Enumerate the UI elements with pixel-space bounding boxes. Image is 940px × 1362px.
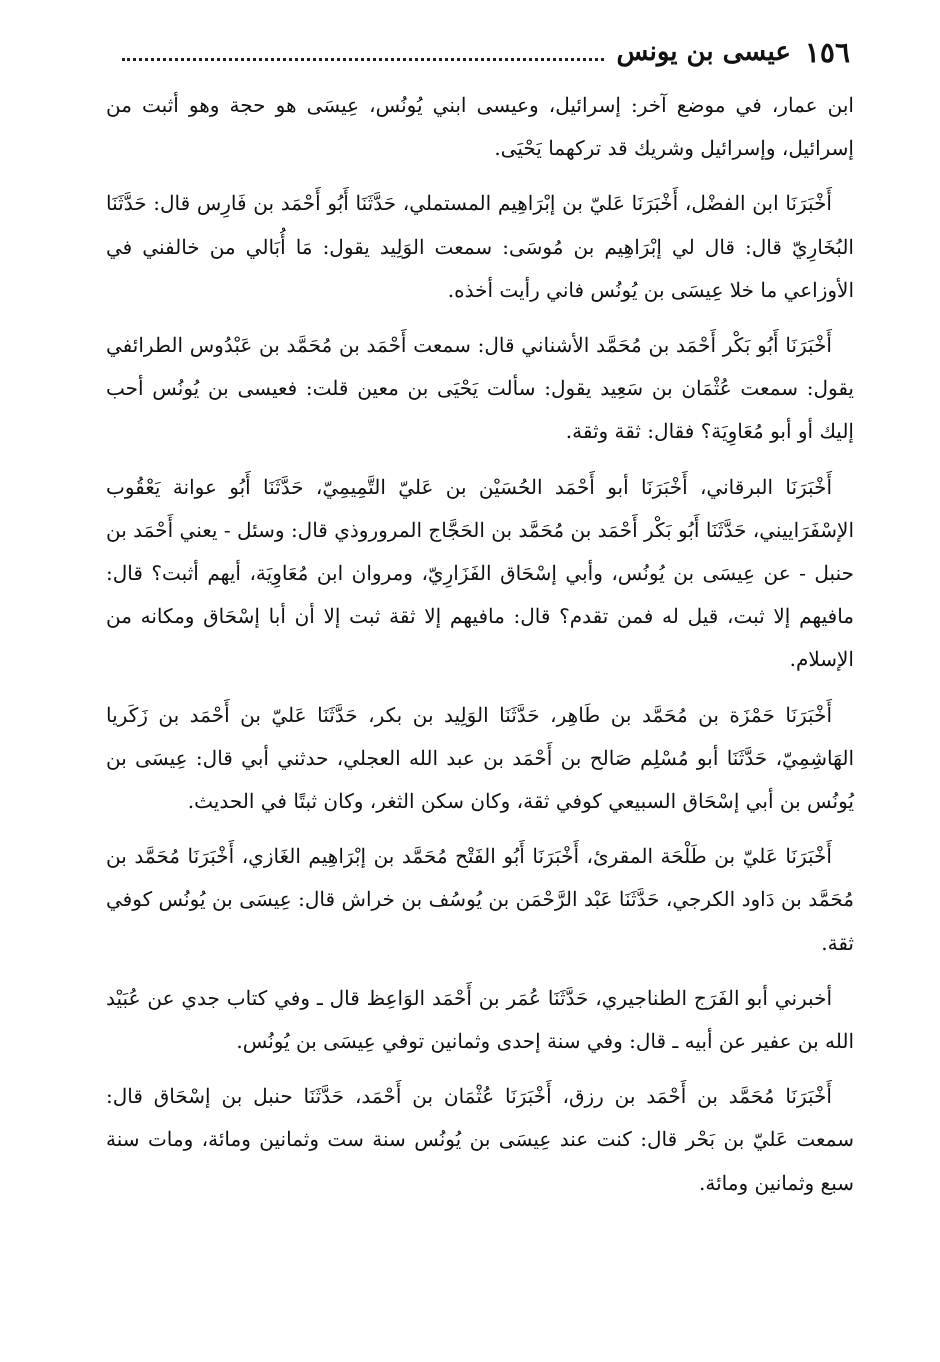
text-body xyxy=(106,84,854,1217)
paragraph: أَخْبَرَنَا أَبُو بَكْر أَحْمَد بن مُحَمَّد الأشناني قال: سمعت أَحْمَد بن مُحَمَّد بن عَبْدُوس الطرائفي يقول: سمعت عُثْمَان بن سَعِيد يقول: سألت يَحْيَى بن معين قلت: فعيسى بن يُونُس أحب إليك أو أبو مُعَاوِيَة؟ فقال: ثقة وثقة. xyxy=(106,333,854,444)
running-title: عيسى بن يونس xyxy=(616,37,791,67)
page-number: ١٥٦ xyxy=(804,35,850,69)
paragraph: أَخْبَرَنَا حَمْزَة بن مُحَمَّد بن طَاهِر، حَدَّثَنَا الوَلِيد بن بكر، حَدَّثَنَا عَليّ بن أَحْمَد بن زَكَريا الهَاشِمِيّ، حَدَّثَنَا أبو مُسْلِم صَالح بن أَحْمَد بن عبد الله العجلي، حدثني أبي قال: عِيسَى بن يُونُس بن أبي إسْحَاق السبيعي كوفي ثقة، وكان سكن الثغر، وكان ثبتًا في الحديث. xyxy=(106,702,854,814)
paragraph: ابن عمار، في موضع آخر: إسرائيل، وعيسى ابني يُونُس، عِيسَى هو حجة وهو أثبت من إسرائيل، وإسرائيل وشريك قد تركهما يَحْيَى. xyxy=(106,93,854,161)
paragraph: أَخْبَرَنَا عَليّ بن طَلْحَة المقرئ، أَخْبَرَنَا أَبُو الفَتْح مُحَمَّد بن إبْرَاهِيم الغَازي، أَخْبَرَنَا مُحَمَّد بن مُحَمَّد بن دَاود الكرجي، حَدَّثَنَا عَبْد الرَّحْمَن بن يُوسُف بن خراش قال: عِيسَى بن يُونُس كوفي ثقة. xyxy=(106,844,854,955)
paragraph: أَخْبَرَنَا ابن الفضْل، أَخْبَرَنَا عَليّ بن إبْرَاهِيم المستملي، حَدَّثَنَا أَبُو أَحْمَد بن فَارِس قال: حَدَّثَنَا البُخَارِيّ قال: قال لي إبْرَاهِيم بن مُوسَى: سمعت الوَلِيد يقول: مَا أُبَالي من خالفني في الأوزاعي ما خلا عِيسَى بن يُونُس فاني رأيت أخذه. xyxy=(106,191,854,302)
dotted-leader xyxy=(122,44,604,61)
paragraph: أَخْبَرَنَا مُحَمَّد بن أَحْمَد بن رزق، أَخْبَرَنَا عُثْمَان بن أَحْمَد، حَدَّثَنَا حنبل بن إسْحَاق قال: سمعت عَليّ بن بَحْر قال: كنت عند عِيسَى بن يُونُس سنة ست وثمانين ومائة، ومات سنة سبع وثمانين ومائة. xyxy=(106,1084,854,1195)
paragraph: أَخْبَرَنَا البرقاني، أَخْبَرَنَا أبو أَحْمَد الحُسَيْن بن عَليّ التَّمِيمِيّ، حَدَّثَنَا أَبُو عوانة يَعْقُوب الإسْفَرَاييني، حَدَّثَنَا أَبُو بَكْر أَحْمَد بن مُحَمَّد بن الحَجَّاج المروروذي قال: وسئل - يعني أَحْمَد بن حنبل - عن عِيسَى بن يُونُس، وأبي إسْحَاق الفَزَارِيّ، ومروان ابن مُعَاوِيَة، أيهم أثبت؟ قال: مافيهم إلا ثبت، قيل له فمن تقدم؟ قال: مافيهم إلا ثقة ثبت إلا أن أبا إسْحَاق ومكانه من الإسلام. xyxy=(106,474,854,672)
page-header xyxy=(110,30,850,74)
paragraph: أخبرني أبو الفَرَج الطناجيري، حَدَّثَنَا عُمَر بن أَحْمَد الوَاعِظ قال ـ وفي كتاب جدي عن عُبَيْد الله بن عفير عن أبيه ـ قال: وفي سنة إحدى وثمانين توفي عِيسَى بن يُونُس. xyxy=(106,985,854,1054)
